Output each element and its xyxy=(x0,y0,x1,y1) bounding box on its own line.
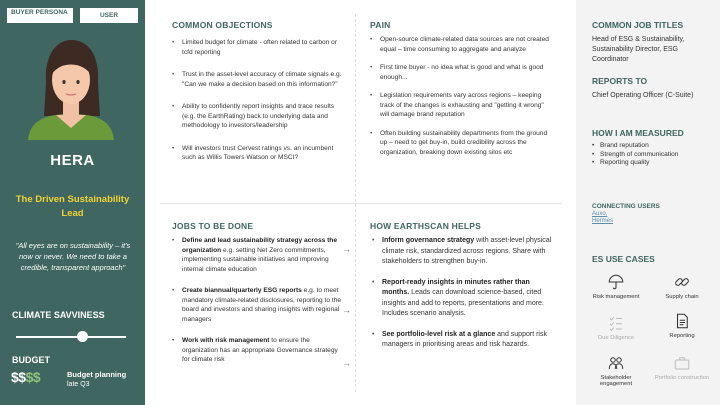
list-item xyxy=(172,236,344,274)
use-case-label: Risk management xyxy=(592,294,640,300)
list-item xyxy=(172,286,344,324)
column-divider xyxy=(355,14,356,392)
objections-list xyxy=(172,38,344,163)
use-case-risk-management[interactable] xyxy=(586,273,646,300)
list-item: • Brand reputation xyxy=(592,142,678,151)
use-case-label: Supply chain xyxy=(665,294,699,300)
arrow-right-icon: → xyxy=(342,358,351,368)
arrow-right-icon: → xyxy=(342,244,351,254)
use-case-label: Reporting xyxy=(669,333,695,339)
umbrella-icon xyxy=(607,273,625,291)
help-text: with asset-level physical climate risk, standardized across regions. Share with stakeholders to strengthen buy-in. xyxy=(382,237,552,265)
persona-role: The Driven Sustainability Lead xyxy=(15,194,130,219)
help-text: Leads can download science-based, cited insights and add to reports, presentations and more. Includes scenario analysis. xyxy=(382,289,544,317)
list-item: • Ability to confidently report insights and trace results (e.g. the EarthRating) back to underlying data and methodology to investors/leadership xyxy=(172,102,344,131)
connecting-users-title: CONNECTING USERS xyxy=(592,203,660,210)
budget-dollar-rating xyxy=(11,369,40,385)
job-titles-title: COMMON JOB TITLES xyxy=(592,20,684,30)
budget-label: BUDGET xyxy=(12,355,50,365)
list-item: • Legislation requirements vary across regions – keeping track of the changes is exhausting and "getting it wrong" will damage brand reputation xyxy=(370,91,552,120)
climate-savviness-label: CLIMATE SAVVINESS xyxy=(12,310,105,320)
checklist-icon xyxy=(607,314,625,332)
link-icon xyxy=(673,273,691,291)
reports-to-title: REPORTS TO xyxy=(592,76,648,86)
list-item xyxy=(372,278,552,320)
job-bold: Define and lead sustainability strategy across the organization xyxy=(182,237,338,254)
budget-planning-title: Budget planning xyxy=(67,370,127,379)
job-bold: Work with risk management xyxy=(182,337,270,344)
use-case-stakeholder-engagement[interactable] xyxy=(586,354,646,387)
connecting-user-link[interactable]: Hermes xyxy=(592,218,614,224)
job-text: e.g. setting Net Zero commitments, implementing sustainable initiatives and improving internal climate education xyxy=(182,246,329,273)
section-divider xyxy=(160,203,562,204)
use-case-label: Due Diligence xyxy=(597,335,635,341)
use-case-supply-chain[interactable] xyxy=(652,273,712,300)
jobs-list xyxy=(172,236,344,365)
list-item xyxy=(172,336,344,365)
job-text: to ensure the organization has an appropriate Governance strategy for climate risk xyxy=(182,337,338,363)
budget-dollars-on: $$ xyxy=(11,369,26,385)
details-panel xyxy=(576,0,720,405)
objections-title: COMMON OBJECTIONS xyxy=(172,20,273,30)
list-item: • Open-source climate-related data sources are not created equal – time consuming to aggregate and analyze xyxy=(370,35,552,54)
reports-to-text: Chief Operating Officer (C-Suite) xyxy=(592,92,694,99)
budget-dollars-off: $$ xyxy=(25,369,41,385)
job-bold: Create biannual/quarterly ESG reports xyxy=(182,287,302,294)
pain-list xyxy=(370,35,552,157)
arrow-right-icon: → xyxy=(342,305,351,315)
buyer-persona-tag[interactable]: BUYER PERSONA xyxy=(7,8,73,23)
list-item: • Limited budget for climate - often related to carbon or tcfd reporting xyxy=(172,38,344,57)
use-case-due-diligence[interactable] xyxy=(586,314,646,341)
pain-title: PAIN xyxy=(370,20,391,30)
help-bold: Inform governance strategy xyxy=(382,237,475,244)
list-item: • Strength of communication xyxy=(592,151,678,160)
document-icon xyxy=(673,312,691,330)
budget-planning-time: late Q3 xyxy=(67,381,90,388)
measured-list xyxy=(592,142,678,168)
persona-panel xyxy=(0,0,145,405)
list-item: • Will investors trust Cervest ratings vs. an incumbent such as Willis Towers Watson or MSCI? xyxy=(172,144,344,163)
list-item: • First time buyer - no idea what is good and what is good enough... xyxy=(370,63,552,82)
list-item: • Often building sustainability departments from the ground up – need to get buy-in, build credibility across the organization, breaking down existing silos etc xyxy=(370,129,552,158)
climate-savviness-knob[interactable] xyxy=(77,331,88,342)
user-persona-tag[interactable]: USER PERSONA xyxy=(80,8,138,23)
helps-list xyxy=(372,236,552,351)
jobs-title: JOBS TO BE DONE xyxy=(172,221,254,231)
use-case-label: Portfolio construction xyxy=(654,375,710,381)
use-case-label: Stakeholder engagement xyxy=(599,375,633,387)
climate-savviness-track xyxy=(16,336,126,338)
persona-avatar xyxy=(16,28,126,140)
helps-title: HOW EARTHSCAN HELPS xyxy=(370,221,481,231)
portfolio-icon xyxy=(673,354,691,372)
use-case-reporting[interactable] xyxy=(652,312,712,339)
use-case-portfolio-construction[interactable] xyxy=(652,354,712,381)
connecting-user-link[interactable]: Auxo, xyxy=(592,211,608,217)
persona-name: HERA xyxy=(50,152,95,169)
job-text: e.g. to meet mandatory climate-related disclosures, reporting to the board and investors and sharing insights with regional managers xyxy=(182,287,342,323)
help-text: and support risk managers in prioritising areas and risk hazards. xyxy=(382,330,547,348)
list-item xyxy=(372,236,552,268)
list-item: • Reporting quality xyxy=(592,159,678,168)
use-cases-title: ES USE CASES xyxy=(592,254,655,264)
help-bold: See portfolio-level risk at a glance xyxy=(382,330,496,338)
list-item xyxy=(372,330,552,351)
job-titles-text: Head of ESG & Sustainability, Sustainability Director, ESG Coordinator xyxy=(592,36,685,63)
list-item: • Trust in the asset-level accuracy of climate signals e.g. "Can we make a decision based on this information?" xyxy=(172,70,344,89)
measured-title: HOW I AM MEASURED xyxy=(592,128,684,138)
persona-quote: "All eyes are on sustainability – it's now or never. We need to take a credible, transparent approach" xyxy=(15,241,131,272)
help-bold: Report-ready insights in minutes rather than months. xyxy=(382,278,530,296)
people-icon xyxy=(607,354,625,372)
